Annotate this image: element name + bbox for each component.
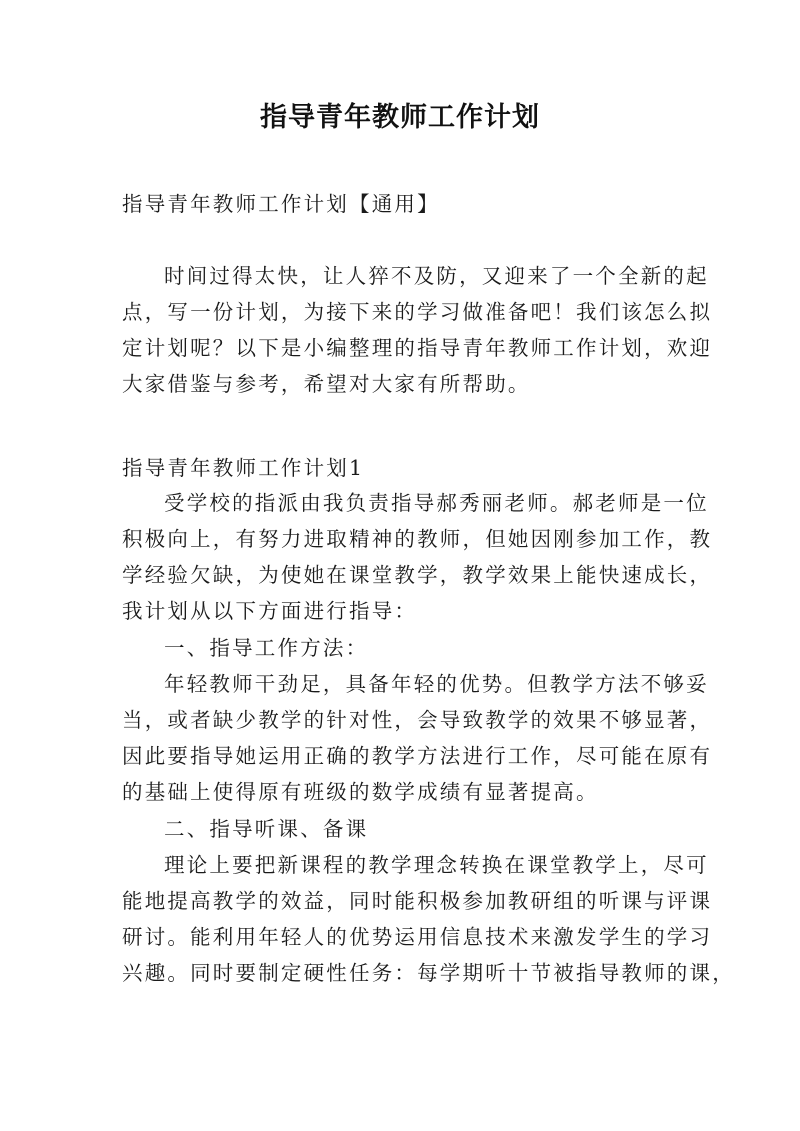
subtitle-line: 指导青年教师工作计划【通用】	[122, 192, 440, 216]
paragraph-line: 学经验欠缺，为使她在课堂教学，教学效果上能快速成长，	[122, 563, 713, 587]
paragraph-line: 理论上要把新课程的教学理念转换在课堂教学上，尽可	[164, 853, 709, 877]
paragraph-line: 兴趣。同时要制定硬性任务：每学期听十节被指导教师的课，	[122, 961, 735, 985]
paragraph-line: 研讨。能利用年轻人的优势运用信息技术来激发学生的学习	[122, 925, 713, 949]
paragraph-line: 能地提高教学的效益，同时能积极参加教研组的听课与评课	[122, 889, 713, 913]
intro-line: 时间过得太快，让人猝不及防，又迎来了一个全新的起	[164, 264, 709, 288]
document-subtitle	[122, 186, 692, 222]
paragraph-3	[122, 847, 735, 991]
heading-a	[122, 630, 692, 666]
intro-line: 定计划呢？以下是小编整理的指导青年教师工作计划，欢迎	[122, 336, 713, 360]
section1-heading	[122, 450, 692, 486]
document-title: 指导青年教师工作计划	[260, 102, 540, 133]
subheading-line: 二、指导听课、备课	[164, 817, 369, 841]
intro-paragraph	[122, 258, 713, 402]
paragraph-line: 的基础上使得原有班级的数学成绩有显著提高。	[122, 780, 599, 804]
paragraph-line: 因此要指导她运用正确的教学方法进行工作，尽可能在原有	[122, 744, 713, 768]
paragraph-line: 积极向上，有努力进取精神的教师，但她因刚参加工作，教	[122, 527, 713, 551]
heading-b	[122, 811, 692, 847]
paragraph-1	[122, 485, 713, 629]
paragraph-line: 我计划从以下方面进行指导：	[122, 599, 418, 623]
paragraph-line: 年轻教师干劲足，具备年轻的优势。但教学方法不够妥	[164, 672, 709, 696]
intro-line: 点，写一份计划，为接下来的学习做准备吧！我们该怎么拟	[122, 300, 713, 324]
subheading-line: 一、指导工作方法：	[164, 636, 369, 660]
paragraph-line: 当，或者缺少教学的针对性，会导致教学的效果不够显著，	[122, 708, 713, 732]
paragraph-line: 受学校的指派由我负责指导郝秀丽老师。郝老师是一位	[164, 491, 709, 515]
section-heading-line: 指导青年教师工作计划1	[122, 456, 365, 480]
intro-line: 大家借鉴与参考，希望对大家有所帮助。	[122, 372, 531, 396]
paragraph-2	[122, 666, 713, 810]
